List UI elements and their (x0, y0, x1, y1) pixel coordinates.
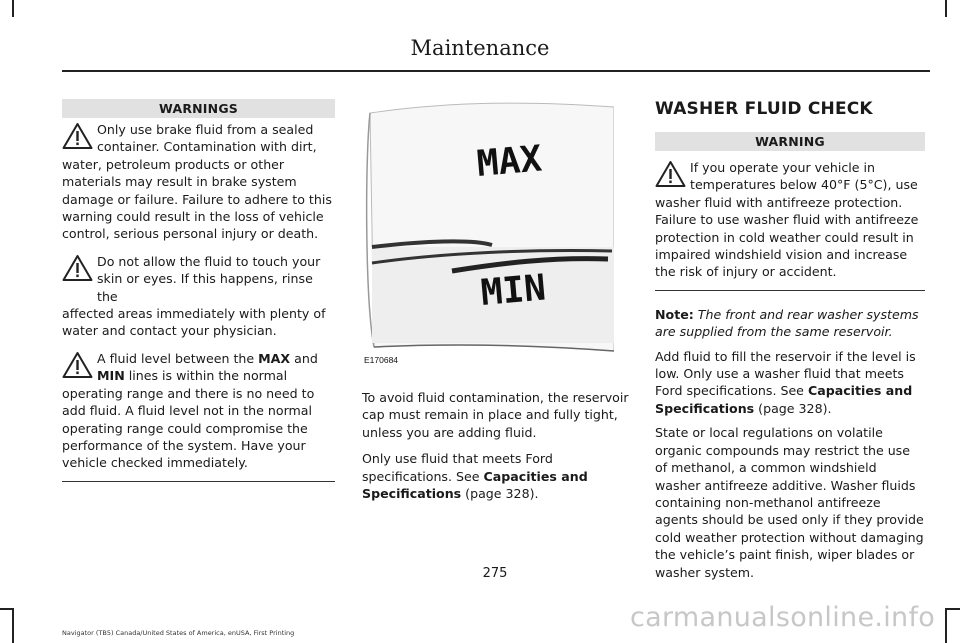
section-rule (62, 481, 335, 482)
right-column (655, 99, 925, 581)
reservoir-figure (362, 99, 614, 379)
page-header-title: Maintenance (410, 36, 550, 60)
note-text: The front and rear washer systems are supplied from the same reservoir. (655, 306, 919, 340)
text-run: and (290, 350, 318, 366)
add-fluid-paragraph (655, 348, 925, 418)
warning-washer-fluid (655, 159, 925, 281)
crop-mark-bottom-left-h (0, 608, 13, 610)
min-mark-label: MIN (479, 267, 548, 314)
figure-caption: E170684 (364, 355, 399, 365)
text-run: Add fluid to fill the reservoir if the level is low. Only use a washer fluid that meets Ford specifications. See (655, 348, 916, 399)
warning-brake-fluid (62, 121, 335, 243)
warning-lead-text: If you operate your vehicle in temperatures below 40°F (5°C), use (690, 160, 918, 193)
warnings-heading: WARNINGS (62, 99, 335, 118)
note-label: Note: (655, 306, 694, 322)
crop-mark-bottom-left (12, 608, 14, 643)
capacities-link[interactable]: Capacities and Specifications (655, 383, 913, 416)
warning-body-text: operating range and there is no need to add fluid. A fluid level not in the normal operating range could compromise the performance of the system. Have your vehicle checked immediately. (62, 385, 315, 471)
max-mark-label: MAX (475, 138, 544, 185)
warning-lead-text: Do not allow the fluid to touch your skin or eyes. If this happens, rinse the (97, 253, 321, 304)
reservoir-cap-paragraph: To avoid fluid contamination, the reservoir cap must remain in place and fully tight, unless you are adding fluid. (362, 390, 629, 440)
text-run: lines is within the normal (124, 368, 288, 384)
warning-lead-text (62, 350, 335, 385)
text-run: A fluid level between the (97, 350, 259, 366)
middle-column (362, 99, 632, 502)
text-run: Only use fluid that meets Ford specifications. See (362, 451, 553, 484)
note-paragraph (655, 306, 925, 341)
warning-triangle-icon (62, 254, 93, 282)
warning-heading: WARNING (655, 132, 925, 151)
capacities-link[interactable]: Capacities and Specifications (362, 468, 588, 502)
warning-triangle-icon (655, 160, 686, 188)
page-number: 275 (482, 566, 508, 581)
footer-watermark: carmanualsonline.info (630, 602, 936, 633)
text-run: (page 328). (754, 400, 832, 416)
warning-skin-contact (62, 253, 335, 340)
header-rule (62, 70, 930, 72)
ford-specs-paragraph (362, 450, 632, 502)
text-run: (page 328). (461, 486, 539, 502)
warning-triangle-icon (62, 351, 93, 379)
crop-mark-bottom-right (945, 608, 947, 643)
max-term: MAX (258, 350, 291, 366)
regulations-paragraph: State or local regulations on volatile organic compounds may restrict the use of methanol, a common windshield washer antifreeze additive. Washer fluids containing non-methanol antifreeze agents should be used only if they provide cold weather protection without damaging the vehicle’s paint finish, wiper blades or washer system. (655, 425, 924, 580)
crop-mark-top-right (945, 0, 947, 17)
crop-mark-top-left (12, 0, 14, 17)
section-title: WASHER FLUID CHECK (655, 99, 873, 119)
warning-triangle-icon (62, 122, 93, 150)
warning-body-text: water, petroleum products or other materials may result in brake system damage or failure. Failure to adhere to this warning could result in the loss of vehicle control, serious personal injury or death. (62, 156, 332, 242)
warning-body-text: washer fluid with antifreeze protection. Failure to use washer fluid with antifreeze protection in cold weather could result in impaired windshield vision and increase the risk of injury or accident. (655, 194, 919, 280)
footer-imprint: Navigator (TB5) Canada/United States of America, enUSA, First Printing (62, 629, 295, 637)
warning-body-text: affected areas immediately with plenty of water and contact your physician. (62, 306, 326, 339)
warning-lead-text: Only use brake fluid from a sealed container. Contamination with dirt, (97, 122, 317, 155)
min-term: MIN (97, 368, 125, 384)
crop-mark-bottom-right-h (946, 608, 960, 610)
left-column (62, 99, 335, 482)
section-rule (655, 290, 925, 291)
warning-fluid-level (62, 350, 335, 472)
